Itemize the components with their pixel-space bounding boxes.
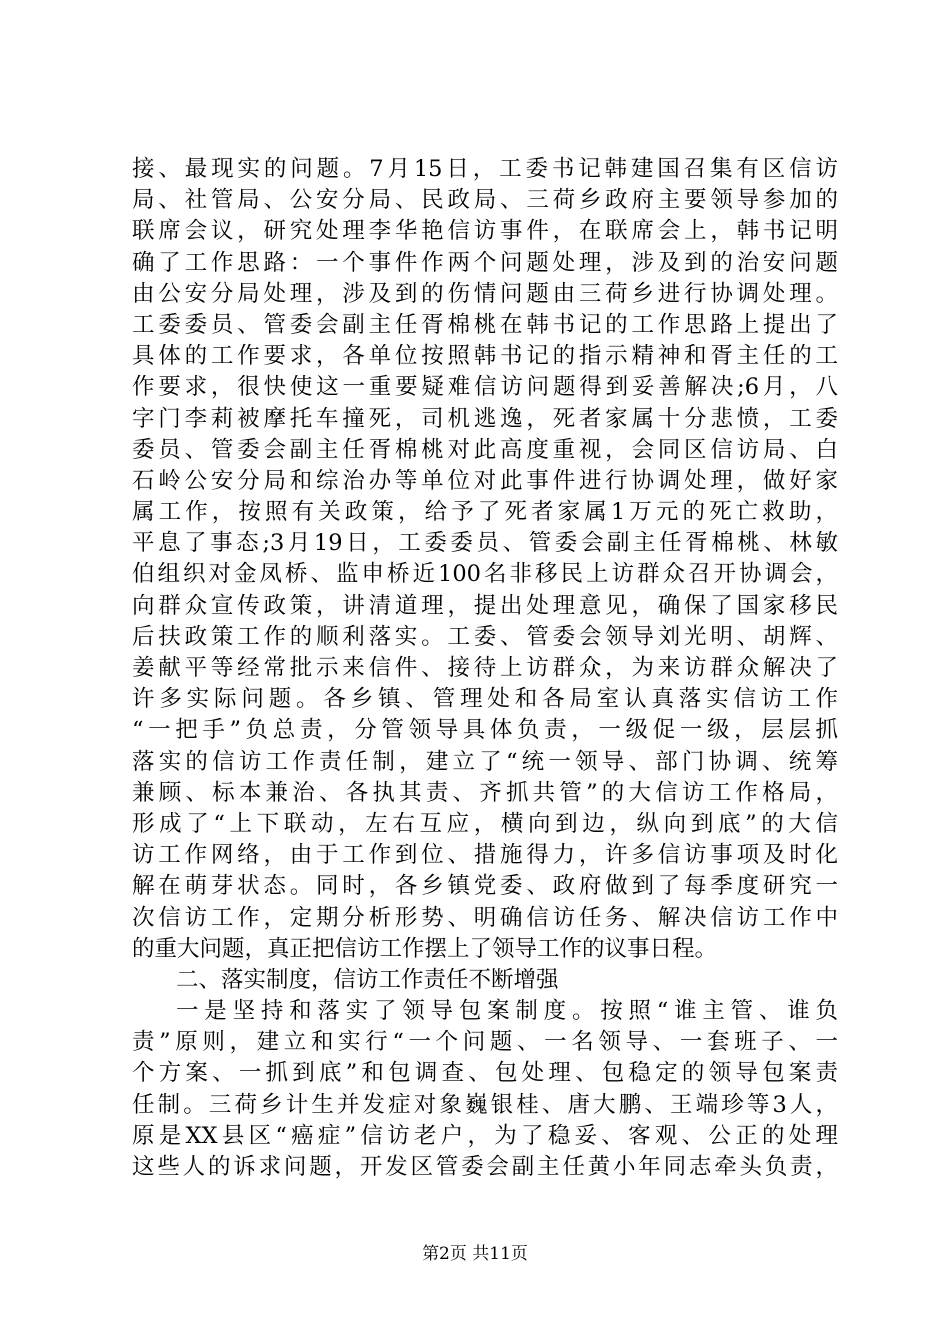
- section-heading: 二、落实制度，信访工作责任不断增强: [176, 966, 559, 993]
- text-line: 姜献平等经常批示来信件、接待上访群众，为来访群众解决了: [132, 655, 838, 681]
- text-line: 兼顾、标本兼治、各执其责、齐抓共管”的大信访工作格局，: [132, 779, 838, 806]
- text-line: 石岭公安分局和综治办等单位对此事件进行协调处理，做好家: [132, 467, 838, 494]
- text-line: 具体的工作要求，各单位按照韩书记的指示精神和胥主任的工: [132, 343, 838, 370]
- text-line: 解在萌芽状态。同时，各乡镇党委、政府做到了每季度研究一: [132, 873, 838, 900]
- text-line: 形成了“上下联动，左右互应，横向到边，纵向到底”的大信: [132, 810, 838, 837]
- text-line: 平息了事态;3月19日，工委委员、管委会副主任胥棉桃、林敏: [132, 530, 838, 557]
- text-line: 由公安分局处理，涉及到的伤情问题由三荷乡进行协调处理。: [132, 280, 838, 307]
- text-line: 这些人的诉求问题，开发区管委会副主任黄小年同志牵头负责，: [132, 1154, 838, 1180]
- text-line: 联席会议，研究处理李华艳信访事件，在联席会上，韩书记明: [132, 218, 838, 245]
- text-line: 落实的信访工作责任制，建立了“统一领导、部门协调、统筹: [132, 748, 838, 775]
- text-line: 局、社管局、公安分局、民政局、三荷乡政府主要领导参加的: [132, 187, 838, 214]
- text-line: 工委委员、管委会副主任胥棉桃在韩书记的工作思路上提出了: [132, 311, 838, 338]
- text-line: 访工作网络，由于工作到位、措施得力，许多信访事项及时化: [132, 842, 838, 869]
- text-line: 的重大问题，真正把信访工作摆上了领导工作的议事日程。: [132, 935, 718, 962]
- text-line: 责”原则，建立和实行“一个问题、一名领导、一套班子、一: [132, 1029, 838, 1056]
- text-line: 个方案、一抓到底”和包调查、包处理、包稳定的领导包案责: [132, 1060, 838, 1087]
- text-line: 次信访工作，定期分析形势、明确信访任务、解决信访工作中: [132, 904, 838, 931]
- text-line: 向群众宣传政策，讲清道理，提出处理意见，确保了国家移民: [132, 592, 838, 619]
- text-line: 许多实际问题。各乡镇、管理处和各局室认真落实信访工作: [132, 686, 838, 713]
- text-line: 作要求，很快使这一重要疑难信访问题得到妥善解决;6月，八: [132, 374, 838, 401]
- text-line: 后扶政策工作的顺利落实。工委、管委会领导刘光明、胡辉、: [132, 623, 838, 650]
- text-line: 确了工作思路：一个事件作两个问题处理，涉及到的治安问题: [132, 249, 838, 276]
- page-footer: [0, 1244, 950, 1264]
- text-line: 任制。三荷乡计生并发症对象巍银桂、唐大鹏、王端珍等3人，: [132, 1091, 838, 1118]
- text-line: 接、最现实的问题。7月15日，工委书记韩建国召集有区信访: [132, 156, 838, 182]
- text-line: 原是XX县区“癌症”信访老户，为了稳妥、客观、公正的处理: [132, 1122, 838, 1149]
- text-line: 属工作，按照有关政策，给予了死者家属1万元的死亡救助，: [132, 499, 838, 526]
- text-line: “一把手”负总责，分管领导具体负责，一级促一级，层层抓: [132, 717, 838, 744]
- text-line: 字门李莉被摩托车撞死，司机逃逸，死者家属十分悲愤，工委: [132, 405, 838, 432]
- text-line: 委员、管委会副主任胥棉桃对此高度重视，会同区信访局、白: [132, 436, 838, 463]
- page-number: 第2页 共11页: [422, 1244, 528, 1264]
- text-line: 一是坚持和落实了领导包案制度。按照“谁主管、谁负: [176, 998, 838, 1025]
- text-line: 伯组织对金凤桥、监申桥近100名非移民上访群众召开协调会，: [132, 561, 838, 588]
- body-text: [132, 154, 838, 1183]
